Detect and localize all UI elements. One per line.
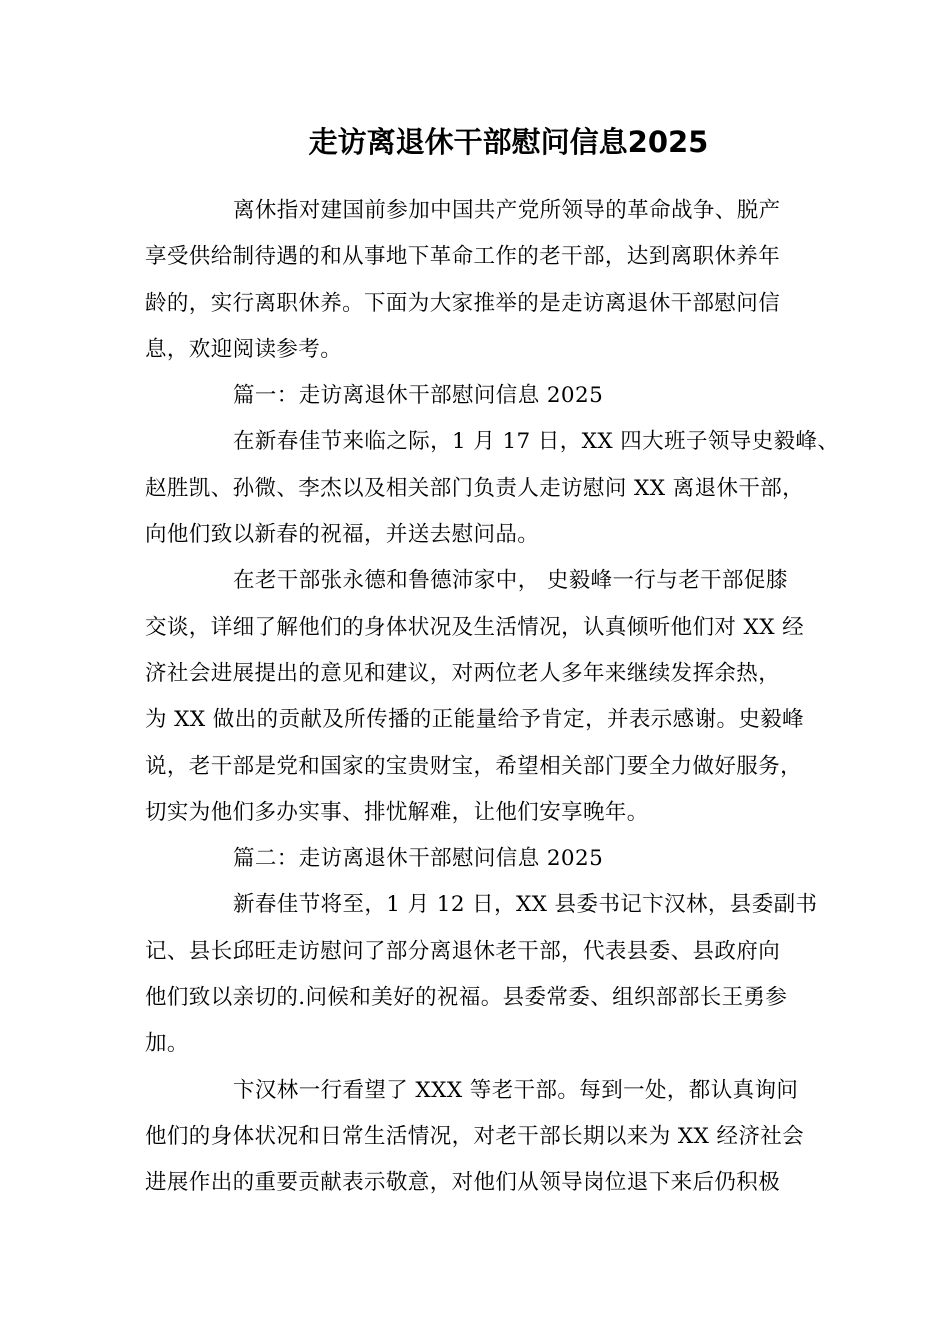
text-line: 加。 bbox=[145, 1031, 189, 1057]
text-line: 离休指对建国前参加中国共产党所领导的革命战争、脱产 bbox=[233, 198, 781, 223]
text-line: 息，欢迎阅读参考。 bbox=[145, 336, 343, 362]
paragraph-3 bbox=[145, 882, 835, 1067]
text-line: 他们的身体状况和日常生活情况，对老干部长期以来为 XX 经济社会 bbox=[145, 1123, 805, 1149]
text-line: 在新春佳节来临之际，1 月 17 日，XX 四大班子领导史毅峰、 bbox=[233, 429, 840, 455]
text-line: 交谈，详细了解他们的身体状况及生活情况，认真倾听他们对 XX 经 bbox=[145, 614, 805, 640]
text-line: 享受供给制待遇的和从事地下革命工作的老干部，达到离职休养年 bbox=[145, 244, 781, 270]
text-line: 卞汉林一行看望了 XXX 等老干部。每到一处，都认真询问 bbox=[233, 1077, 799, 1103]
text-line: 赵胜凯、孙微、李杰以及相关部门负责人走访慰问 XX 离退休干部， bbox=[145, 475, 805, 501]
text-line: 新春佳节将至，1 月 12 日，XX 县委书记卞汉林，县委副书 bbox=[233, 892, 818, 918]
text-line: 龄的，实行离职休养。下面为大家推举的是走访离退休干部慰问信 bbox=[145, 290, 781, 316]
text-line: 篇二：走访离退休干部慰问信息 2025 bbox=[233, 846, 604, 872]
text-line: 进展作出的重要贡献表示敬意，对他们从领导岗位退下来后仍积极 bbox=[145, 1170, 781, 1196]
text-line: 说，老干部是党和国家的宝贵财宝，希望相关部门要全力做好服务， bbox=[145, 753, 803, 779]
text-line: 在老干部张永德和鲁德沛家中， 史毅峰一行与老干部促膝 bbox=[233, 568, 788, 594]
text-line: 篇一：走访离退休干部慰问信息 2025 bbox=[233, 383, 604, 409]
paragraph-1 bbox=[145, 419, 840, 558]
document-title: 走访离退休干部慰问信息2025 bbox=[308, 125, 709, 159]
paragraph-4 bbox=[145, 1068, 835, 1207]
text-line: 他们致以亲切的.问候和美好的祝福。县委常委、组织部部长王勇参 bbox=[145, 985, 788, 1011]
text-line: 记、县长邱旺走访慰问了部分离退休老干部，代表县委、县政府向 bbox=[145, 938, 781, 964]
paragraph-intro bbox=[145, 188, 835, 373]
text-line: 切实为他们多办实事、排忧解难，让他们安享晚年。 bbox=[145, 799, 649, 825]
section-heading-2 bbox=[145, 836, 835, 882]
text-line: 济社会进展提出的意见和建议，对两位老人多年来继续发挥余热， bbox=[145, 660, 781, 686]
text-line: 向他们致以新春的祝福，并送去慰问品。 bbox=[145, 522, 540, 548]
paragraph-2 bbox=[145, 558, 835, 836]
section-heading-1 bbox=[145, 373, 835, 419]
text-line: 为 XX 做出的贡献及所传播的正能量给予肯定，并表示感谢。史毅峰 bbox=[145, 707, 805, 733]
document-body bbox=[145, 188, 840, 1207]
